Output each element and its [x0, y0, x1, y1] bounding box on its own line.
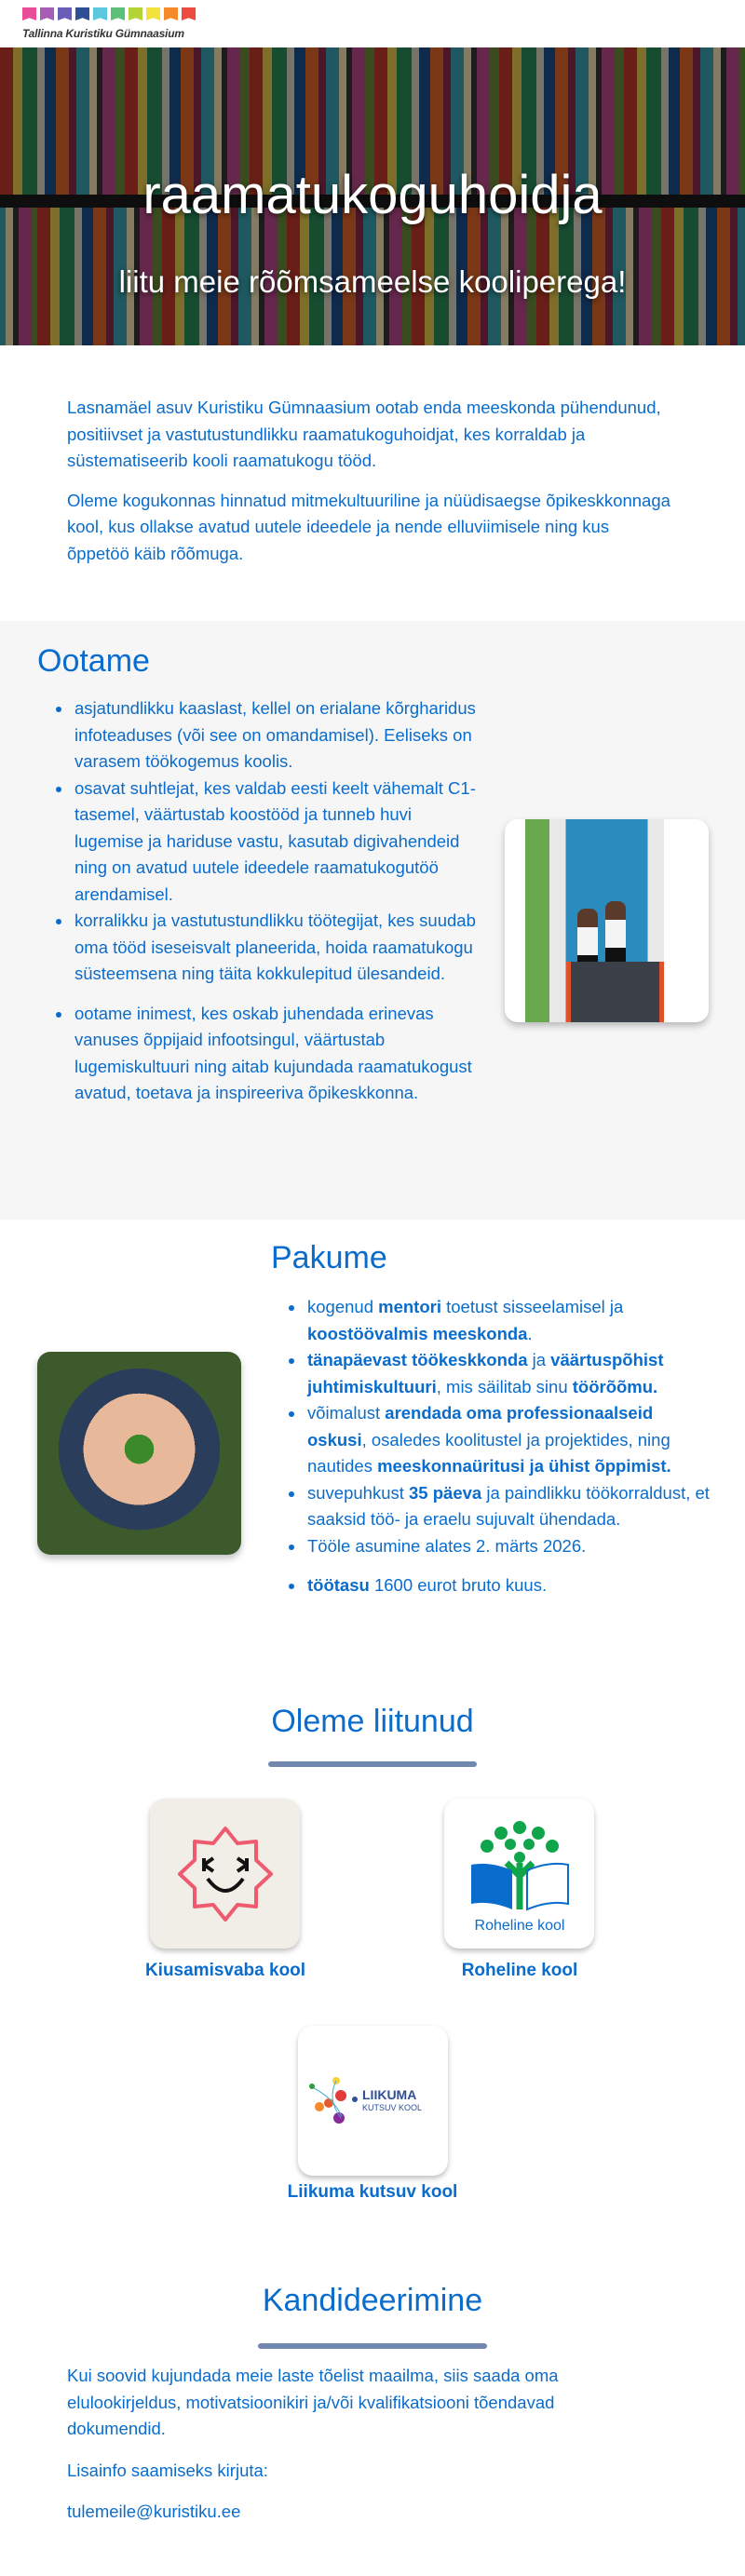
list-item: töötasu 1600 eurot bruto kuus.	[285, 1572, 713, 1599]
liikuma-molecule-icon	[308, 2073, 439, 2129]
intro-section	[67, 395, 672, 567]
logo-flag	[75, 7, 89, 20]
application-info	[67, 2363, 644, 2526]
logo-flag	[58, 7, 72, 20]
logo-label[interactable]: Liikuma kutsuv kool	[287, 2182, 458, 2202]
list-item: ootame inimest, kes oskab juhendada erinevas vanuses õppijaid infootsingul, väärtustab lugemiskultuuri ning aitab kujundada raamatukogust avatud, toetava ja inspireeriva õpikeskkonna.	[52, 1001, 481, 1107]
logo-flag	[93, 7, 107, 20]
application-paragraph: Kui soovid kujundada meie laste tõelist maailma, siis saada oma elulookirjeldus, motivatsioonikiri ja/või kvalifikatsiooni tõendavad dokumendid.	[67, 2366, 559, 2438]
roheline-kool-logo[interactable]	[444, 1799, 594, 1949]
logo-flag	[129, 7, 142, 20]
site-header	[0, 0, 745, 47]
intro-paragraph: Oleme kogukonnas hinnatud mitmekultuuriline ja nüüdisaegse õpikeskkonnaga kool, kus ollakse avatud uutele ideedele ja nende elluviimisele ning kus õppetöö käib rõõmuga.	[67, 490, 670, 563]
logo-flag	[22, 7, 36, 20]
list-item: tänapäevast töökeskkonda ja väärtuspõhist juhtimiskultuuri, mis säilitab sinu töörõõmu.	[285, 1347, 713, 1400]
pakume-section	[0, 1220, 745, 1685]
logo-flag	[40, 7, 54, 20]
list-item: Tööle asumine alates 2. märts 2026.	[285, 1533, 713, 1560]
title-underline	[268, 1761, 477, 1767]
logo-flag	[164, 7, 178, 20]
logo-flag	[182, 7, 196, 20]
section-title: Kandideerimine	[262, 2283, 483, 2318]
hero-subtitle: liitu meie rõõmsameelse kooliperega!	[118, 264, 627, 299]
list-item: korralikku ja vastutustundlikku töötegijat, kes suudab oma tööd iseseisvalt planeerida, hoida raamatukogu süsteemsena ning täita kokkulepitud ülesandeid.	[52, 908, 481, 988]
benefits-list	[285, 1294, 713, 1599]
school-name: Tallinna Kuristiku Gümnaasium	[22, 27, 184, 40]
logo-label[interactable]: Kiusamisvaba kool	[144, 1961, 306, 1980]
list-item: kogenud mentori toetust sisseelamisel ja koostöövalmis meeskonda.	[285, 1294, 713, 1347]
intro-paragraph: Lasnamäel asuv Kuristiku Gümnaasium ootab enda meeskonda pühendunud, positiivset ja vastutustundlikku raamatukoguhoidjat, kes korraldab ja süstematiseerib kooli raamatukogu tööd.	[67, 398, 661, 470]
list-item: osavat suhtlejat, kes valdab eesti keelt vähemalt C1-tasemel, väärtustab koostööd ja tunneb huvi lugemise ja hariduse vastu, kasutab digivahendeid ning on avatud uutele ideedele raamatukogutöö arendamisel.	[52, 775, 481, 909]
list-item: asjatundlikku kaaslast, kellel on erialane kõrgharidus infoteaduses (või see on omandamisel). Eeliseks on varasem töökogemus koolis.	[52, 695, 481, 775]
section-title: Ootame	[37, 643, 150, 679]
kiva-smiley-icon	[174, 1823, 277, 1925]
kiusamisvaba-logo[interactable]	[150, 1799, 300, 1949]
logo-flags	[22, 7, 196, 20]
hero-title: raamatukoguhoidja	[142, 165, 603, 225]
svg-text:KUTSUV KOOL: KUTSUV KOOL	[361, 2102, 422, 2112]
logo-flag	[146, 7, 160, 20]
list-item: suvepuhkust 35 päeva ja paindlikku töökorraldust, et saaksid töö- ja eraelu sujuvalt ühendada.	[285, 1480, 713, 1533]
ootame-section	[0, 621, 745, 1220]
section-title: Oleme liitunud	[271, 1704, 474, 1739]
school-logo[interactable]	[0, 0, 224, 47]
logo-flag	[111, 7, 125, 20]
liikuma-kutsuv-kool-logo[interactable]	[298, 2026, 448, 2176]
liitunud-section	[0, 1704, 745, 1740]
contact-label: Lisainfo saamiseks kirjuta:	[67, 2460, 268, 2480]
list-item: võimalust arendada oma professionaalseid oskusi, osaledes koolitustel ja projektides, ning nautides meeskonnaüritusi ja ühist õppimist.	[285, 1400, 713, 1480]
green-school-tree-icon	[464, 1809, 576, 1939]
library-photo	[505, 819, 709, 1022]
requirements-list	[52, 695, 481, 1107]
svg-text:Roheline kool: Roheline kool	[474, 1917, 564, 1934]
svg-text:LIIKUMA: LIIKUMA	[361, 2086, 416, 2102]
contact-email-link[interactable]: tulemeile@kuristiku.ee	[67, 2502, 241, 2521]
section-title: Pakume	[271, 1240, 387, 1275]
kandideerimine-section	[0, 2283, 745, 2319]
logo-label[interactable]: Roheline kool	[461, 1961, 578, 1980]
hands-plant-photo	[37, 1352, 241, 1555]
hero-banner	[0, 47, 745, 345]
title-underline	[258, 2343, 487, 2349]
